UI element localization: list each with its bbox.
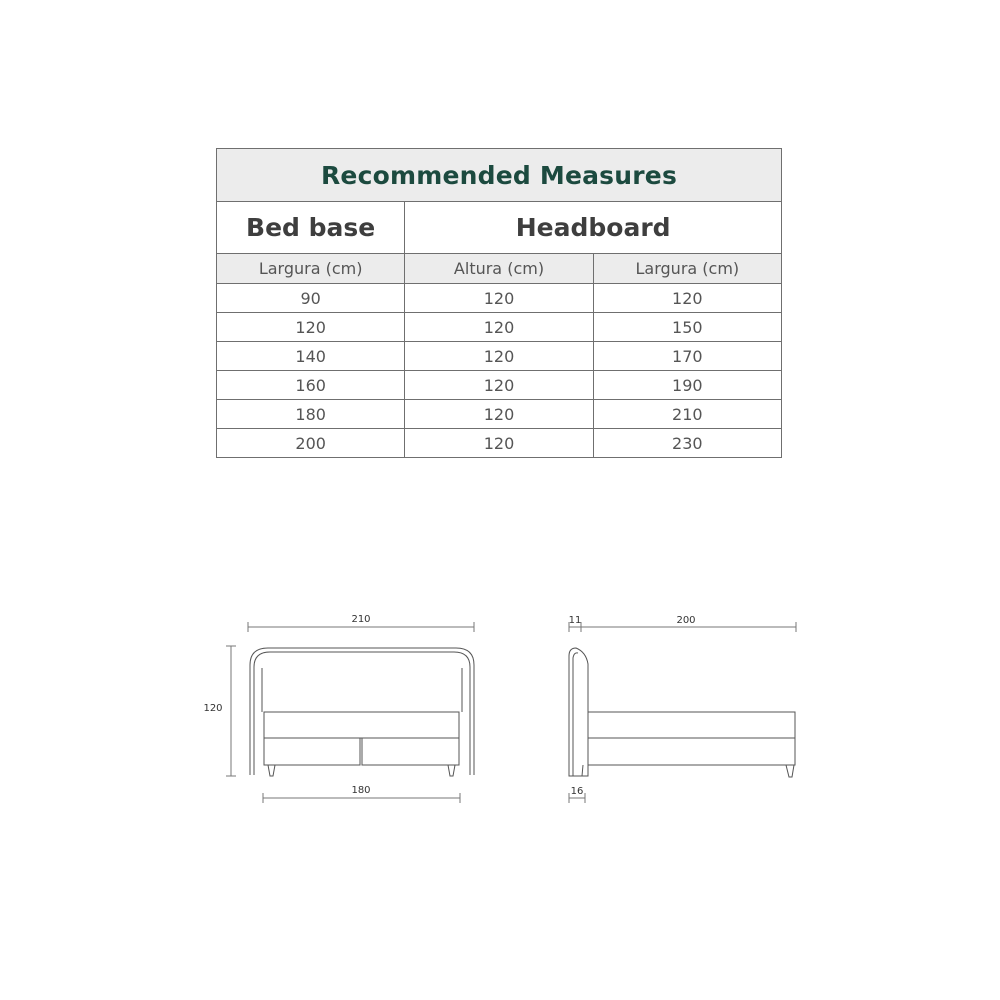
table-cell: 180 (217, 400, 405, 429)
table-cell: 120 (217, 313, 405, 342)
table-cell: 120 (405, 342, 593, 371)
table-cell: 120 (593, 284, 781, 313)
table-cell: 210 (593, 400, 781, 429)
column-header: Largura (cm) (593, 254, 781, 284)
table-cell: 200 (217, 429, 405, 458)
column-header: Largura (cm) (217, 254, 405, 284)
group-headboard: Headboard (405, 202, 782, 254)
mattress-side (588, 712, 795, 738)
column-header: Altura (cm) (405, 254, 593, 284)
table-row (217, 429, 782, 458)
drawer-left (264, 738, 360, 765)
table-cell: 120 (405, 429, 593, 458)
group-bed-base: Bed base (217, 202, 405, 254)
bed-leg (448, 765, 455, 776)
table-cell: 120 (405, 371, 593, 400)
table-row (217, 313, 782, 342)
side-length-label: 200 (676, 615, 696, 626)
recommended-measures-table (216, 148, 782, 458)
table-cell: 120 (405, 313, 593, 342)
table-cell: 90 (217, 284, 405, 313)
table-cell: 230 (593, 429, 781, 458)
base-width-label: 180 (351, 785, 371, 796)
table-cell: 150 (593, 313, 781, 342)
front-view-diagram (203, 614, 474, 803)
table-cell: 120 (405, 400, 593, 429)
table-cell: 160 (217, 371, 405, 400)
bed-dimension-diagrams (0, 600, 1000, 820)
table-cell: 170 (593, 342, 781, 371)
bed-leg (580, 765, 583, 776)
drawer-right (362, 738, 459, 765)
front-width-label: 210 (351, 614, 371, 625)
table-cell: 190 (593, 371, 781, 400)
base-side (588, 738, 795, 765)
table-title: Recommended Measures (217, 149, 782, 202)
front-height-label: 120 (203, 703, 223, 714)
headboard-thickness-label: 11 (568, 615, 582, 626)
table-row (217, 400, 782, 429)
table-row (217, 371, 782, 400)
bed-leg (268, 765, 275, 776)
table-row (217, 342, 782, 371)
table-row (217, 284, 782, 313)
headboard-side-curve (573, 653, 578, 776)
leg-offset-label: 16 (570, 786, 584, 797)
side-view-diagram (569, 615, 796, 803)
bed-leg (786, 765, 794, 777)
table-cell: 120 (405, 284, 593, 313)
table-cell: 140 (217, 342, 405, 371)
mattress (264, 712, 459, 738)
headboard-side-profile (569, 648, 588, 776)
